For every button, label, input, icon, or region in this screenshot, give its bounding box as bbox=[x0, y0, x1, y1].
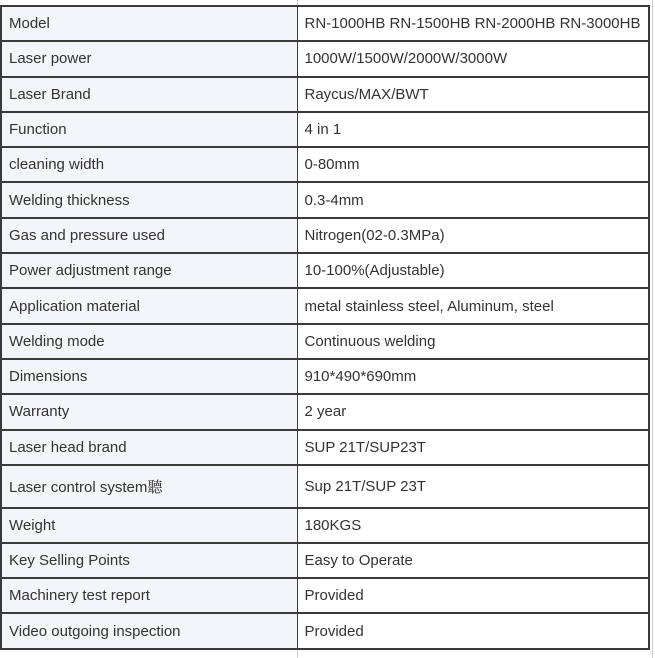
table-row bbox=[1, 543, 649, 578]
table-row bbox=[1, 253, 649, 288]
spec-label: Welding mode bbox=[1, 324, 297, 359]
spec-value: Provided bbox=[297, 578, 649, 613]
spec-label: Key Selling Points bbox=[1, 543, 297, 578]
spec-label: Laser power bbox=[1, 41, 297, 76]
spec-label: Laser control system聽 bbox=[1, 465, 297, 508]
table-row bbox=[1, 394, 649, 429]
spec-label: Weight bbox=[1, 508, 297, 543]
table-row bbox=[1, 430, 649, 465]
spec-label: Application material bbox=[1, 288, 297, 323]
table-row bbox=[1, 465, 649, 508]
spec-label: Power adjustment range bbox=[1, 253, 297, 288]
table-row bbox=[1, 6, 649, 41]
spec-value: 4 in 1 bbox=[297, 112, 649, 147]
spec-label: Function bbox=[1, 112, 297, 147]
spec-label: Laser Brand bbox=[1, 77, 297, 112]
spec-value: Continuous welding bbox=[297, 324, 649, 359]
spec-value: metal stainless steel, Aluminum, steel bbox=[297, 288, 649, 323]
spec-value: 0-80mm bbox=[297, 147, 649, 182]
spec-label: Model bbox=[1, 6, 297, 41]
spec-value: 180KGS bbox=[297, 508, 649, 543]
spec-value: Raycus/MAX/BWT bbox=[297, 77, 649, 112]
spec-label: Warranty bbox=[1, 394, 297, 429]
spec-label: Video outgoing inspection bbox=[1, 613, 297, 649]
table-row bbox=[1, 359, 649, 394]
specification-table bbox=[0, 5, 650, 650]
table-row bbox=[1, 182, 649, 217]
table-row bbox=[1, 218, 649, 253]
table-row bbox=[1, 147, 649, 182]
table-row bbox=[1, 613, 649, 649]
spec-label: Gas and pressure used bbox=[1, 218, 297, 253]
spec-value: Provided bbox=[297, 613, 649, 649]
table-row bbox=[1, 578, 649, 613]
spec-value: Easy to Operate bbox=[297, 543, 649, 578]
spec-value: Sup 21T/SUP 23T bbox=[297, 465, 649, 508]
table-row bbox=[1, 41, 649, 76]
spec-label: Machinery test report bbox=[1, 578, 297, 613]
table-row bbox=[1, 112, 649, 147]
table-row bbox=[1, 288, 649, 323]
spec-label: Laser head brand bbox=[1, 430, 297, 465]
outer-gridline-right bbox=[652, 0, 653, 658]
spec-value: 1000W/1500W/2000W/3000W bbox=[297, 41, 649, 76]
table-row bbox=[1, 324, 649, 359]
spec-value: 910*490*690mm bbox=[297, 359, 649, 394]
spec-value: Nitrogen(02-0.3MPa) bbox=[297, 218, 649, 253]
spec-value: 10-100%(Adjustable) bbox=[297, 253, 649, 288]
spec-label: Dimensions bbox=[1, 359, 297, 394]
spec-label: Welding thickness bbox=[1, 182, 297, 217]
spec-value: SUP 21T/SUP23T bbox=[297, 430, 649, 465]
spec-label: cleaning width bbox=[1, 147, 297, 182]
table-row bbox=[1, 508, 649, 543]
spec-value: 0.3-4mm bbox=[297, 182, 649, 217]
table-row bbox=[1, 77, 649, 112]
spec-value: 2 year bbox=[297, 394, 649, 429]
spec-value: RN-1000HB RN-1500HB RN-2000HB RN-3000HB bbox=[297, 6, 649, 41]
